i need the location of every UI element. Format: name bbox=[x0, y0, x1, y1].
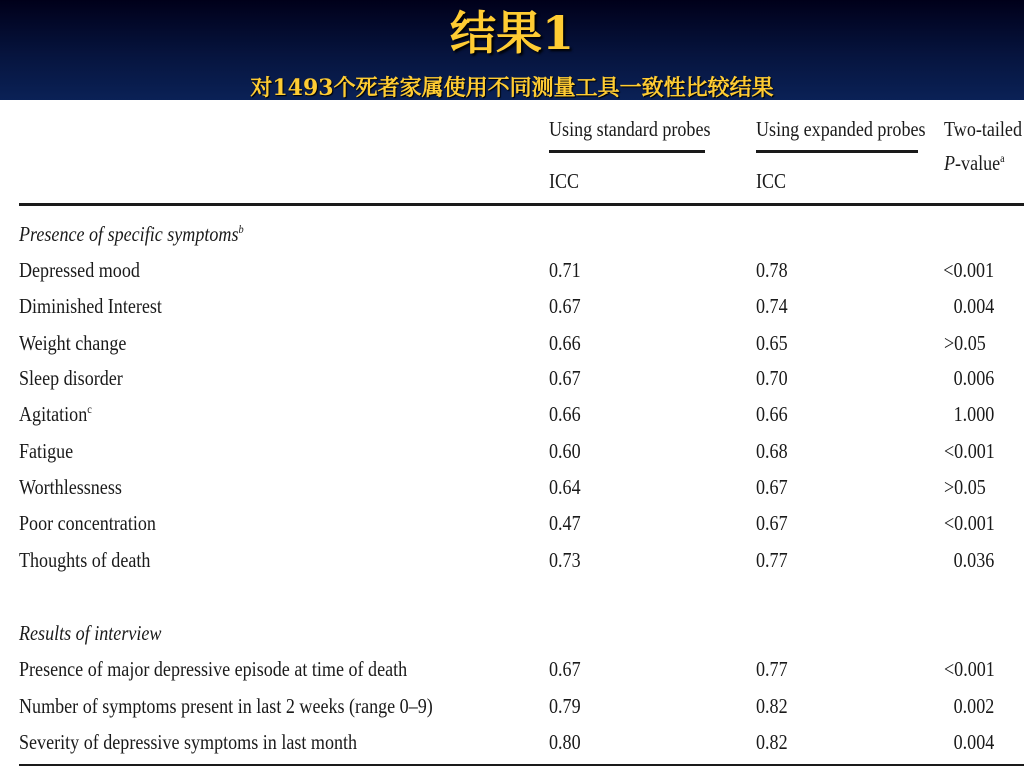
p-symbol: P bbox=[944, 151, 956, 175]
cell-icc-expanded: 0.77 bbox=[756, 548, 788, 572]
header-icc-standard: ICC bbox=[549, 169, 580, 193]
cell-icc-expanded: 0.77 bbox=[756, 657, 788, 681]
row-label: Agitation bbox=[19, 402, 88, 426]
cell-icc-expanded: 0.82 bbox=[756, 730, 788, 754]
section-label: Presence of specific symptoms bbox=[19, 222, 239, 246]
header-two-tailed: Two-tailed bbox=[944, 117, 1022, 141]
cell-icc-standard: 0.60 bbox=[549, 439, 581, 463]
cell-icc-standard: 0.71 bbox=[549, 258, 581, 282]
row-label: Weight change bbox=[19, 331, 127, 355]
section-specific-symptoms bbox=[19, 221, 244, 247]
cell-p-value: <0.001 bbox=[944, 657, 995, 681]
cell-icc-expanded: 0.68 bbox=[756, 439, 788, 463]
cell-icc-standard: 0.80 bbox=[549, 730, 581, 754]
header-p-value bbox=[944, 150, 1005, 176]
table-bottom-rule bbox=[19, 764, 1024, 766]
results-table bbox=[0, 100, 1024, 768]
row-footnote: c bbox=[87, 402, 92, 416]
cell-p-value: 0.004 bbox=[953, 730, 994, 754]
cell-p-value: 0.036 bbox=[953, 548, 994, 572]
cell-icc-standard: 0.67 bbox=[549, 294, 581, 318]
p-value-text: -value bbox=[955, 151, 1001, 175]
row-label: Thoughts of death bbox=[19, 548, 151, 572]
row-label: Sleep disorder bbox=[19, 366, 123, 390]
cell-icc-expanded: 0.67 bbox=[756, 475, 788, 499]
cell-p-value: <0.001 bbox=[944, 439, 995, 463]
row-label: Severity of depressive symptoms in last month bbox=[19, 730, 358, 754]
cell-icc-expanded: 0.74 bbox=[756, 294, 788, 318]
section-results-of-interview: Results of interview bbox=[19, 621, 162, 645]
cell-p-value: >0.05 bbox=[944, 331, 986, 355]
row-label: Depressed mood bbox=[19, 258, 140, 282]
cell-p-value: 1.000 bbox=[953, 402, 994, 426]
row-label: Diminished Interest bbox=[19, 294, 162, 318]
row-label: Worthlessness bbox=[19, 475, 122, 499]
header-rule-standard bbox=[549, 150, 705, 153]
row-label-agitation bbox=[19, 401, 92, 427]
p-value-footnote: a bbox=[1000, 151, 1005, 165]
header-expanded-probes: Using expanded probes bbox=[756, 117, 926, 141]
cell-p-value: >0.05 bbox=[944, 475, 986, 499]
row-label: Presence of major depressive episode at time of death bbox=[19, 657, 408, 681]
slide-title: 结果1 bbox=[449, 6, 574, 60]
cell-p-value: 0.004 bbox=[953, 294, 994, 318]
cell-icc-standard: 0.73 bbox=[549, 548, 581, 572]
row-label: Poor concentration bbox=[19, 511, 156, 535]
cell-icc-standard: 0.79 bbox=[549, 694, 581, 718]
cell-icc-standard: 0.66 bbox=[549, 331, 581, 355]
cell-p-value: <0.001 bbox=[943, 258, 994, 282]
cell-icc-expanded: 0.66 bbox=[756, 402, 788, 426]
cell-icc-expanded: 0.65 bbox=[756, 331, 788, 355]
cell-icc-expanded: 0.70 bbox=[756, 366, 788, 390]
cell-icc-standard: 0.66 bbox=[549, 402, 581, 426]
row-label: Fatigue bbox=[19, 439, 74, 463]
cell-icc-standard: 0.47 bbox=[549, 511, 581, 535]
cell-icc-expanded: 0.82 bbox=[756, 694, 788, 718]
slide-subtitle: 对1493个死者家属使用不同测量工具一致性比较结果 bbox=[250, 75, 774, 101]
header-icc-expanded: ICC bbox=[756, 169, 787, 193]
row-label: Number of symptoms present in last 2 weeks (range 0–9) bbox=[19, 694, 433, 718]
cell-p-value: 0.006 bbox=[953, 366, 994, 390]
cell-icc-expanded: 0.67 bbox=[756, 511, 788, 535]
header-standard-probes: Using standard probes bbox=[549, 117, 711, 141]
cell-icc-standard: 0.64 bbox=[549, 475, 581, 499]
section-footnote: b bbox=[238, 222, 244, 236]
header-rule-expanded bbox=[756, 150, 918, 153]
cell-icc-standard: 0.67 bbox=[549, 657, 581, 681]
cell-p-value: <0.001 bbox=[944, 511, 995, 535]
header-bottom-rule bbox=[19, 203, 1024, 206]
slide-header bbox=[0, 0, 1024, 100]
cell-p-value: 0.002 bbox=[953, 694, 994, 718]
cell-icc-standard: 0.67 bbox=[549, 366, 581, 390]
cell-icc-expanded: 0.78 bbox=[756, 258, 788, 282]
